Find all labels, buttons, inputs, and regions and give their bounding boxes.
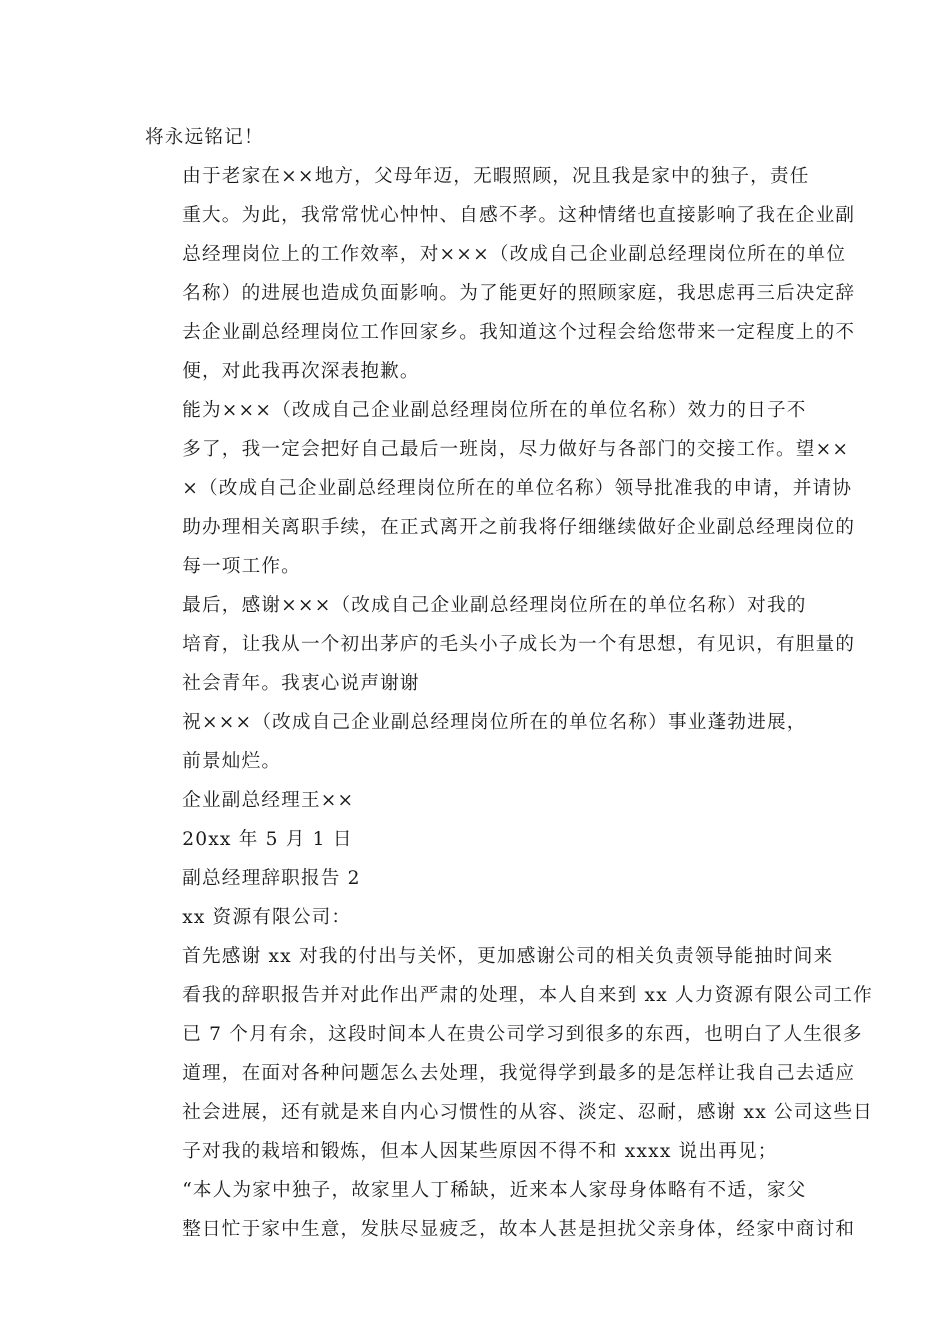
text-line: 总经理岗位上的工作效率，对×××（改成自己企业副总经理岗位所在的单位 <box>182 244 847 265</box>
text-line: 看我的辞职报告并对此作出严肃的处理，本人自来到 xx 人力资源有限公司工作 <box>182 985 873 1006</box>
text-line: “本人为家中独子，故家里人丁稀缺，近来本人家母身体略有不适，家父 <box>182 1180 807 1201</box>
text-line: 前景灿烂。 <box>182 751 282 772</box>
text-line: 去企业副总经理岗位工作回家乡。我知道这个过程会给您带来一定程度上的不 <box>182 322 856 343</box>
text-line: xx 资源有限公司： <box>182 907 352 928</box>
text-line: 20xx 年 5 月 1 日 <box>182 829 353 850</box>
text-line: 子对我的栽培和锻炼，但本人因某些原因不得不和 xxxx 说出再见； <box>182 1141 778 1162</box>
text-line: 助办理相关离职手续，在正式离开之前我将仔细继续做好企业副总经理岗位的 <box>182 517 856 538</box>
text-line: 已 7 个月有余，这段时间本人在贵公司学习到很多的东西，也明白了人生很多 <box>182 1024 863 1045</box>
text-line: 祝×××（改成自己企业副总经理岗位所在的单位名称）事业蓬勃进展， <box>182 712 807 733</box>
text-line: 能为×××（改成自己企业副总经理岗位所在的单位名称）效力的日子不 <box>182 400 807 421</box>
paragraph <box>145 703 807 781</box>
text-line: 培育，让我从一个初出茅庐的毛头小子成长为一个有思想，有见识，有胆量的 <box>182 634 856 655</box>
text-line: 社会青年。我衷心说声谢谢 <box>182 673 420 694</box>
paragraph <box>145 781 807 820</box>
paragraph <box>145 157 856 391</box>
text-line: 由于老家在××地方，父母年迈，无暇照顾，况且我是家中的独子，责任 <box>182 166 810 187</box>
paragraph <box>145 1171 856 1249</box>
paragraph <box>145 391 856 586</box>
text-line: 最后，感谢×××（改成自己企业副总经理岗位所在的单位名称）对我的 <box>182 595 807 616</box>
text-line: 副总经理辞职报告 2 <box>182 868 361 889</box>
paragraph <box>145 937 873 1171</box>
text-line: 名称）的进展也造成负面影响。为了能更好的照顾家庭，我思虑再三后决定辞 <box>182 283 856 304</box>
paragraph <box>145 586 856 703</box>
paragraph <box>145 820 807 859</box>
paragraph <box>145 859 807 898</box>
text-line: 首先感谢 xx 对我的付出与关怀，更加感谢公司的相关负责领导能抽时间来 <box>182 946 834 967</box>
text-line: 重大。为此，我常常忧心忡忡、自感不孝。这种情绪也直接影响了我在企业副 <box>182 205 856 226</box>
text-line: 每一项工作。 <box>182 556 301 577</box>
text-line: 多了，我一定会把好自己最后一班岗，尽力做好与各部门的交接工作。望×× <box>182 439 850 460</box>
document-body <box>145 118 873 1249</box>
paragraph <box>145 898 807 937</box>
text-line: 将永远铭记！ <box>145 127 264 148</box>
text-line: 便，对此我再次深表抱歉。 <box>182 361 420 382</box>
paragraph <box>145 118 807 157</box>
text-line: 整日忙于家中生意，发肤尽显疲乏，故本人甚是担扰父亲身体，经家中商讨和 <box>182 1219 856 1240</box>
text-line: ×（改成自己企业副总经理岗位所在的单位名称）领导批准我的申请，并请协 <box>182 478 853 499</box>
text-line: 企业副总经理王×× <box>182 790 355 811</box>
text-line: 社会进展，还有就是来自内心习惯性的从容、淡定、忍耐，感谢 xx 公司这些日 <box>182 1102 873 1123</box>
text-line: 道理，在面对各种问题怎么去处理，我觉得学到最多的是怎样让我自己去适应 <box>182 1063 856 1084</box>
